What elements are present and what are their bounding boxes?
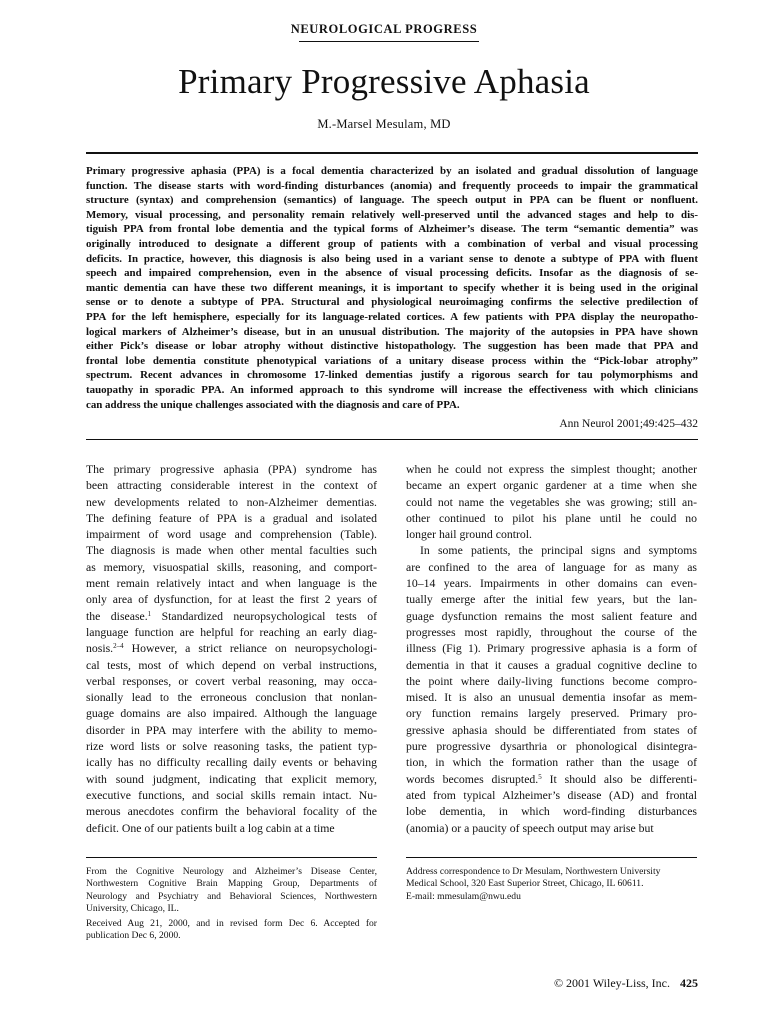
body-line: as memory, visuospatial skills, reasoning, and comport- (86, 560, 377, 574)
footnote-line: publication Dec 6, 2000. (86, 930, 181, 942)
body-line: ory function remains largely preserved. Primary pro- (406, 707, 697, 721)
abstract-line: sense or to denote a subtype of PPA. Structural and physiological neuroimaging confirms the selective predilection of (86, 296, 698, 309)
body-line: nosis.$^{2-4}$ However, a strict reliance on neuropsychologi- (86, 642, 377, 656)
section-label: NEUROLOGICAL PROGRESS (290, 22, 478, 36)
abstract-top-rule (86, 152, 698, 154)
body-column-right (406, 462, 697, 837)
page-number: 425 (680, 976, 698, 990)
body-line: when he could not express the simplest thought; another (406, 463, 697, 476)
abstract-line: speech and impaired comprehension, even in the absence of visual processing deficits. Insofar as the diagnosis of se- (86, 267, 698, 280)
abstract-line: logical markers of Alzheimer’s disease, but in an unusual distribution. The majority of the autopsies in PPA have shown (86, 325, 698, 338)
body-line: (anomia) or a paucity of speech output may arise but (406, 821, 654, 835)
body-line: with sound judgment, indicating that explicit memory, (86, 772, 377, 786)
body-line: new developments related to non-Alzheimer dementias. (86, 495, 377, 509)
body-line: the point where daily-living functions become compro- (406, 674, 697, 688)
body-line: been attracting considerable interest in the context of (86, 479, 377, 493)
body-line: the disease.$^1$ Standardized neuropsychological tests of (86, 609, 377, 623)
abstract-line: tauopathy in sporadic PPA. An informed approach to this syndrome will increase the effectiveness with which clinicians (86, 383, 698, 396)
body-line: cal tests, most of which depend on verbal instructions, (86, 658, 377, 672)
body-line: could not name the vegetables she was growing; still an- (406, 495, 697, 509)
abstract-line: function. The disease starts with word-finding disturbances (anomia) and frequently proceeds to impair the grammatical (86, 179, 698, 192)
abstract-line: tiguish PPA from frontal lobe dementia and the typical forms of Alzheimer’s disease. The term “semantic dementia” was (86, 223, 698, 236)
copyright-notice: © 2001 Wiley-Liss, Inc. (553, 976, 670, 990)
footnote-rule-right (406, 857, 697, 858)
citation-superscript: 2–4 (113, 642, 124, 651)
body-line: only area of dysfunction, for at least the first 2 years of (86, 593, 377, 607)
body-line: executive functions, and social skills remain intact. Nu- (86, 788, 377, 802)
citation-superscript: 1 (147, 609, 152, 618)
body-line: merous anecdotes confirm the behavioral focality of the (86, 805, 377, 819)
footnote-line: Address correspondence to Dr Mesulam, Northwestern University (406, 866, 661, 877)
body-line: words becomes disrupted.$^5$ It should also be differenti- (406, 772, 697, 786)
abstract-bottom-rule (86, 439, 698, 440)
footnote-line: From the Cognitive Neurology and Alzheimer’s Disease Center, (86, 866, 377, 877)
body-line: gressive aphasia should be differentiated from states of (406, 723, 697, 737)
body-line: The defining feature of PPA is a gradual and isolated (86, 511, 377, 525)
body-line: pure progressive dysarthria or phonological disintegra- (406, 740, 697, 754)
body-line: verbal responses, or covert verbal reasoning, may occa- (86, 674, 377, 688)
footnote-line: Neurology and Psychiatry and Behavioral Sciences, Northwestern (86, 890, 377, 902)
body-line: mised. It is also an unusual dementia insofar as mem- (406, 691, 697, 705)
body-line: deficit. One of our patients built a log cabin at a time (86, 821, 335, 835)
body-line: became an expert organic gardener at a time when she (406, 479, 697, 493)
author-line: M.-Marsel Mesulam, MD (317, 117, 451, 131)
body-line: are confined to the area of language for as many as (406, 560, 697, 574)
affiliation-footnote (86, 866, 377, 915)
abstract-line: deficits. In practice, however, this diagnosis is also being used in a variant sense to denote a subtype of PPA with fluent (86, 252, 698, 265)
section-rule (299, 41, 479, 42)
body-line: ment remain relatively intact and when language is the (86, 577, 377, 591)
page-footer (86, 976, 698, 991)
body-line: language function are helpful for reaching an early diag- (86, 625, 377, 639)
abstract-line: Memory, visual processing, and personality remain relatively well-preserved until the advanced stages and help to dis- (86, 208, 698, 221)
journal-citation: Ann Neurol 2001;49:425–432 (559, 418, 698, 430)
footnote-line: University, Chicago, IL. (86, 902, 179, 914)
article-title: Primary Progressive Aphasia (178, 62, 590, 101)
abstract-line: frontal lobe dementia constitute phenotypical variations of a unitary disease process within the “Pick-lobar atrophy” (86, 354, 698, 367)
body-line: tually emerge after the initial few years, but the lan- (406, 593, 697, 607)
body-line: lobe dementia, in which word-finding disturbances (406, 805, 697, 819)
footnote-rule-left (86, 857, 377, 858)
abstract-line: mantic dementia can have these two different meanings, it is important to specify whether it is being used in the original (86, 281, 698, 294)
correspondence-footnote (406, 866, 697, 903)
footnote-line: Medical School, 320 East Superior Street, Chicago, IL 60611. (406, 878, 644, 890)
abstract-line: spectrum. Recent advances in chromosome 17-linked dementias justify a rigorous search for tau polymorphisms and (86, 369, 698, 382)
body-line: guage domains are also impaired. Although the language (86, 707, 377, 721)
body-column-left (86, 462, 377, 837)
body-line: impairment of word usage and comprehension (Table). (86, 528, 377, 542)
body-line: rize word lists or solve reasoning tasks, the patient typ- (86, 740, 377, 754)
body-line: longer hail ground control. (406, 528, 532, 542)
abstract-line: originally introduced to designate a different group of patients with a combination of verbal and visual processing (86, 237, 698, 250)
body-line: tion, in which the formation rather than the usage of (406, 756, 697, 770)
footnote-line: Northwestern Cognitive Brain Mapping Group, Departments of (86, 878, 377, 890)
body-line: The diagnosis is made when other mental faculties such (86, 544, 377, 558)
abstract-line: structure (syntax) and comprehension (semantics) of language. The speech output in PPA can be fluent or nonfluent. (86, 194, 698, 207)
abstract-line: Primary progressive aphasia (PPA) is a focal dementia characterized by an isolated and gradual dissolution of language (86, 165, 698, 177)
body-line: In some patients, the principal signs and symptoms (420, 544, 697, 558)
footnote-line: E-mail: mmesulam@nwu.edu (406, 890, 521, 902)
citation-superscript: 5 (538, 772, 542, 781)
abstract-line: PPA for the left hemisphere, especially for its language-related cortices. A few patients with PPA display the neuropatho- (86, 310, 698, 323)
body-line: disorder in PPA may interfere with the ability to memo- (86, 723, 377, 737)
body-line: sionally lead to the erroneous conclusion that nonlan- (86, 691, 377, 705)
body-line: ated from typical Alzheimer’s disease (AD) and frontal (406, 788, 697, 802)
body-line: guage dysfunction remains the most salient feature and (406, 609, 697, 623)
abstract-line: can address the unique challenges associated with the diagnosis and care of PPA. (86, 398, 460, 411)
body-line: dementia in that it causes a gradual cognitive decline to (406, 658, 697, 672)
abstract-line: either Pick’s disease or lobar atrophy without distinctive histopathology. The suggestion has been made that PPA and (86, 340, 698, 353)
footnote-line: Received Aug 21, 2000, and in revised form Dec 6. Accepted for (86, 918, 377, 929)
abstract (86, 164, 698, 412)
body-line: The primary progressive aphasia (PPA) syndrome has (86, 463, 377, 476)
body-line: 10–14 years. Impairments in other domains can even- (406, 577, 697, 591)
body-line: ically has no difficulty recalling daily events or behaving (86, 756, 377, 770)
received-footnote (86, 918, 377, 943)
body-line: other continued to pilot his plane until he could no (406, 511, 697, 525)
body-line: progresses most rapidly, throughout the course of the (406, 625, 697, 639)
body-line: illness (Fig 1). Primary progressive aphasia is a form of (406, 642, 697, 656)
